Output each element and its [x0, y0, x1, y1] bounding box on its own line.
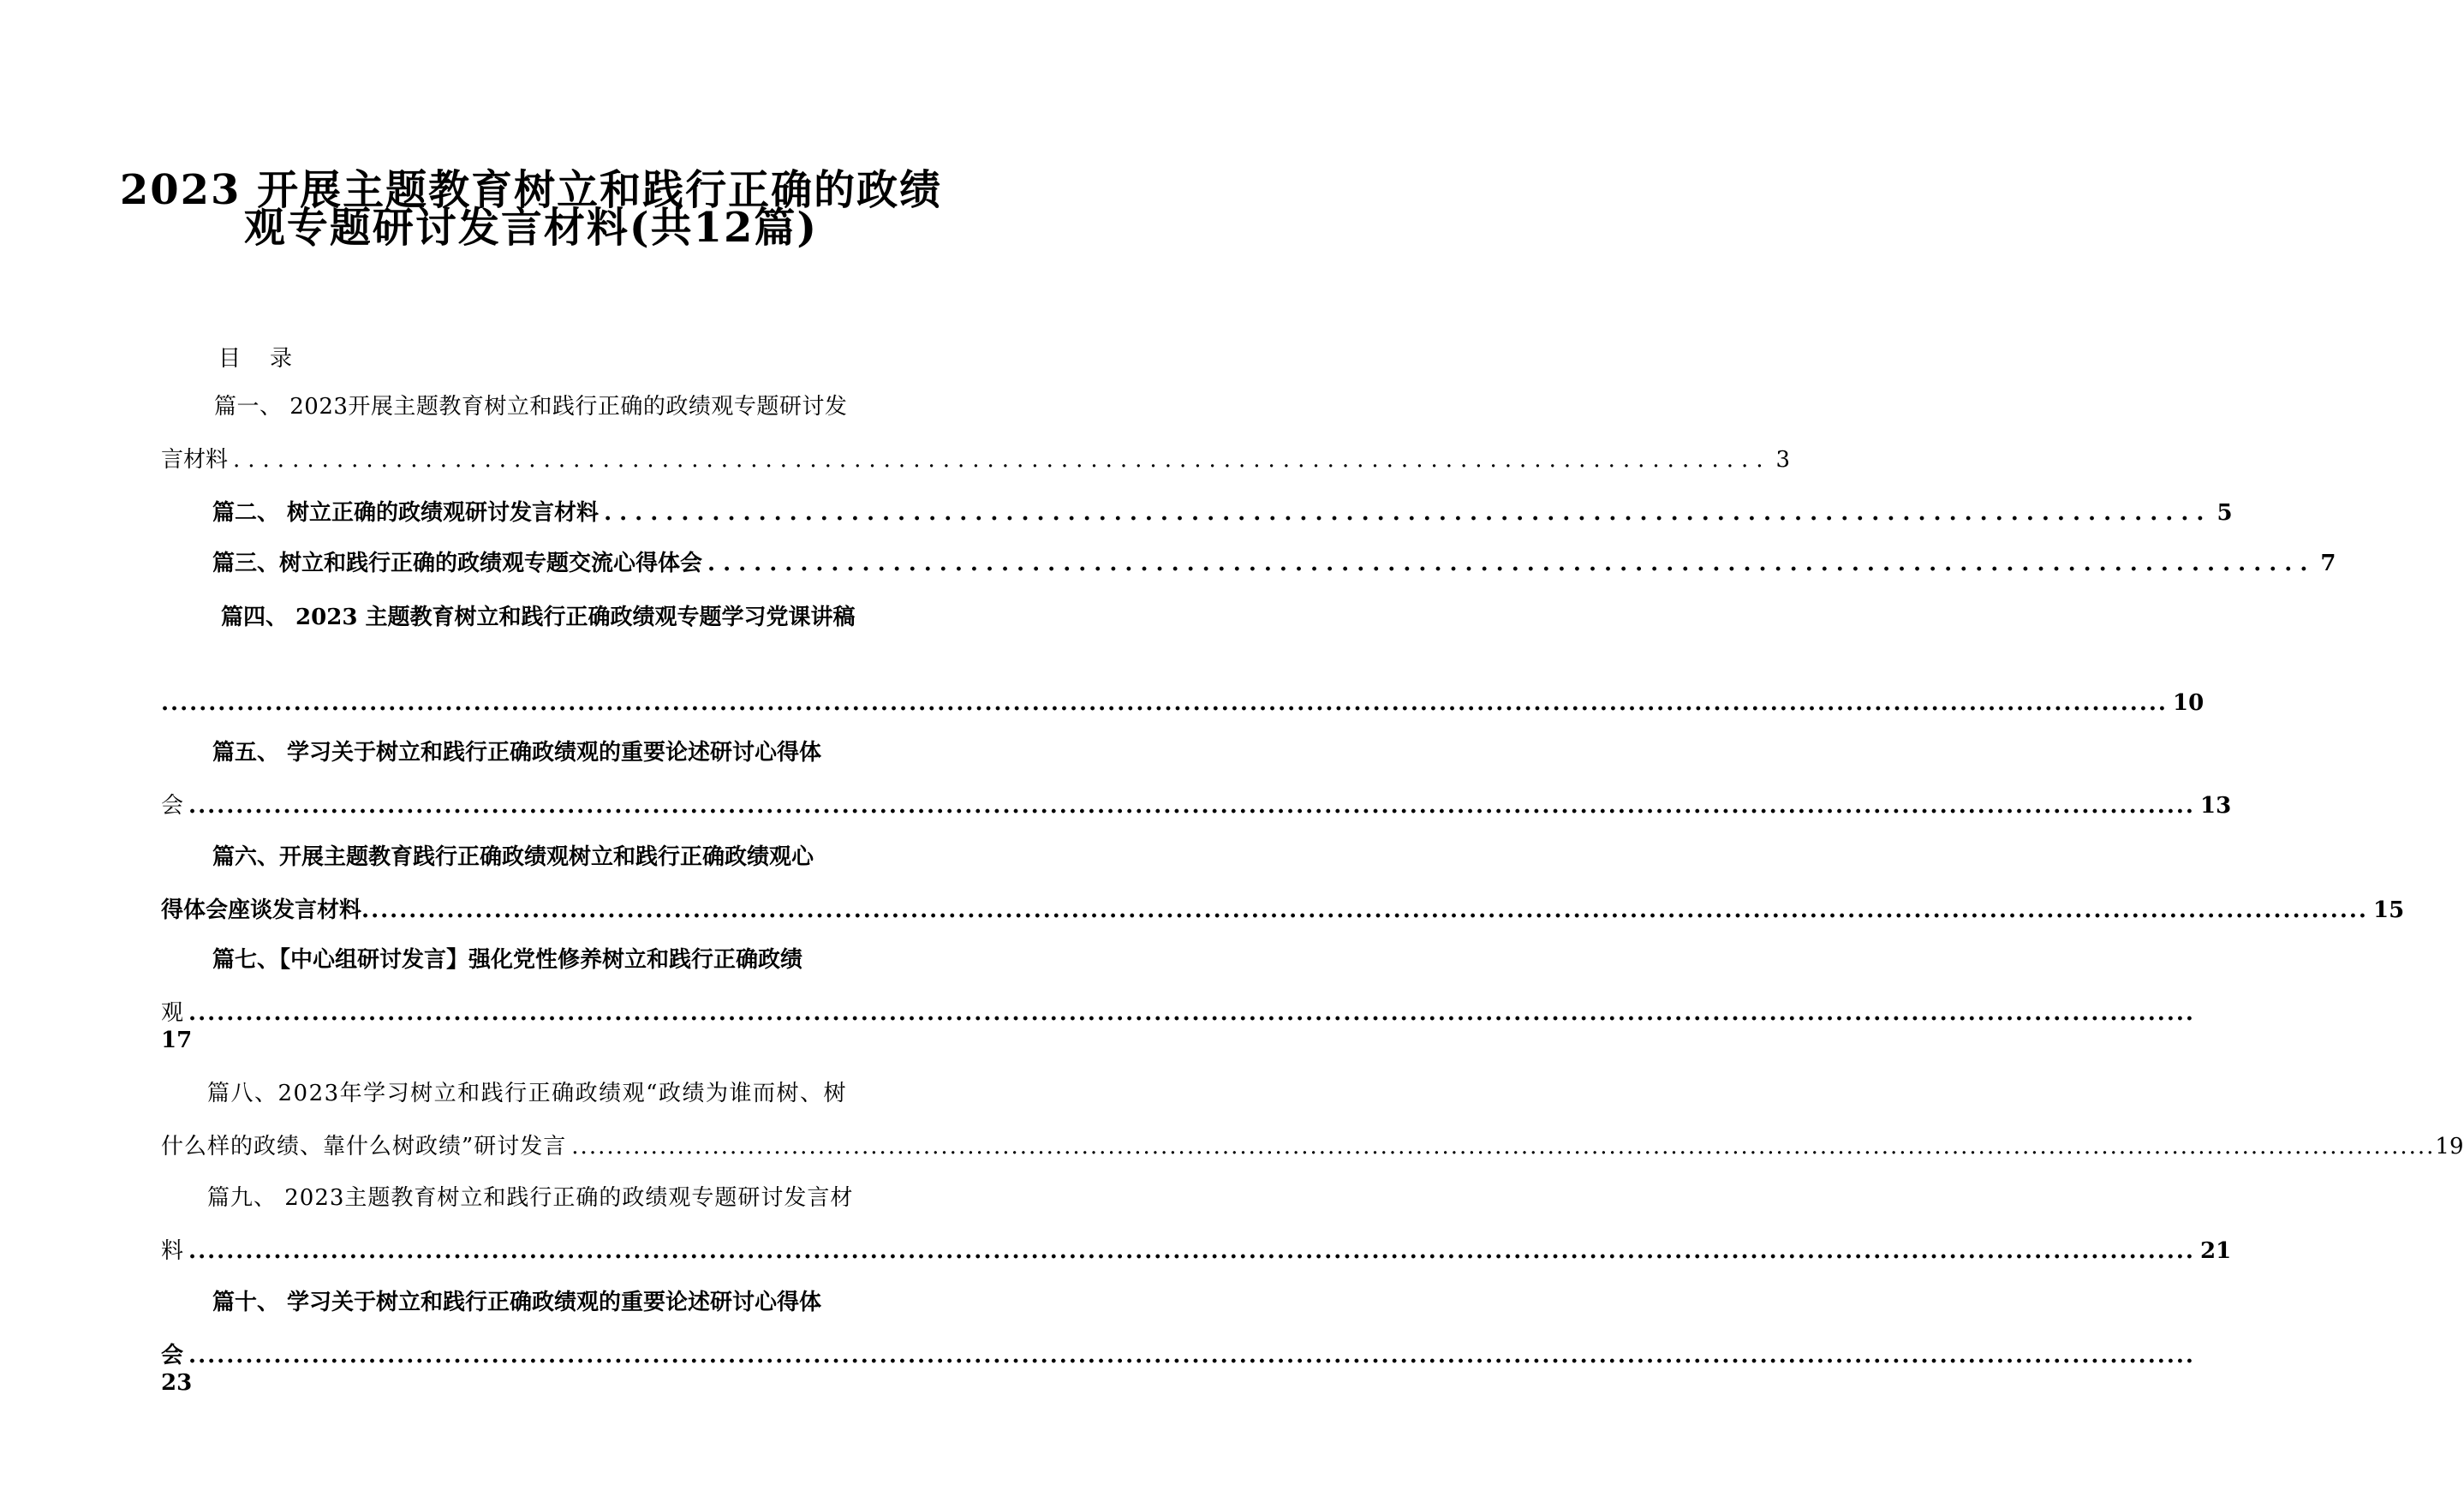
toc-entry-3-row[interactable]	[212, 551, 2336, 576]
toc-entry-10-page: 23	[161, 1370, 193, 1396]
toc-entry-8-row[interactable]	[161, 1134, 2464, 1159]
toc-heading	[218, 341, 321, 373]
toc-entry-9-title-cont: 料	[161, 1238, 184, 1264]
toc-entry-3-leader: ........................................................................................................	[707, 551, 2316, 576]
toc-entry-5-title-cont: 会	[161, 793, 184, 819]
toc-entry-2-leader: ........................................................................................................	[604, 500, 2212, 526]
toc-entry-6-page: 15	[2373, 897, 2405, 923]
toc-entry-4-title[interactable]: 篇四、 2023 主题教育树立和践行正确政绩观专题学习党课讲稿	[221, 605, 856, 630]
toc-entry-7-leader: ....................................................................................................................................................................................................................	[188, 1000, 2195, 1026]
toc-entry-9-row[interactable]	[161, 1238, 2232, 1264]
document-title-line-1: 2023 开展主题教育树立和践行正确的政绩	[119, 166, 943, 214]
toc-entry-10-title-cont: 会	[161, 1343, 184, 1368]
document-title-line-2: 观专题研讨发言材料(共12篇)	[243, 204, 819, 252]
toc-entry-8-title-cont: 什么样的政绩、靠什么树政绩”研讨发言	[161, 1134, 567, 1159]
toc-entry-9-page: 21	[2200, 1238, 2232, 1264]
toc-entry-4-page: 10	[2172, 690, 2204, 716]
toc-entry-1-title[interactable]: 篇一、 2023开展主题教育树立和践行正确的政绩观专题研讨发	[214, 394, 848, 420]
toc-entry-5-page: 13	[2200, 793, 2232, 819]
toc-entry-5-row[interactable]	[161, 793, 2232, 819]
toc-entry-10-leader: ....................................................................................................................................................................................................................	[188, 1343, 2195, 1368]
toc-entry-7-title-cont: 观	[161, 1000, 184, 1026]
toc-entry-7-page: 17	[161, 1028, 193, 1053]
toc-entry-10-row[interactable]	[161, 1343, 2195, 1368]
toc-entry-8-leader: ....................................................................................................................................................................................................................	[571, 1134, 2436, 1159]
toc-entry-9-title[interactable]: 篇九、 2023主题教育树立和践行正确的政绩观专题研讨发言材	[207, 1185, 854, 1211]
toc-entry-1-leader: ........................................................................................................	[233, 447, 1771, 473]
toc-entry-10-title[interactable]: 篇十、 学习关于树立和践行正确政绩观的重要论述研讨心得体	[212, 1290, 822, 1315]
toc-entry-7-title[interactable]: 篇七、【中心组研讨发言】强化党性修养树立和践行正确政绩	[212, 947, 803, 973]
toc-entry-5-leader: ....................................................................................................................................................................................................................	[188, 793, 2195, 819]
toc-entry-1-row[interactable]	[161, 447, 1791, 473]
toc-entry-1-title-cont: 言材料	[161, 447, 229, 473]
toc-entry-3-page: 7	[2320, 551, 2336, 576]
toc-entry-3-title: 篇三、树立和践行正确的政绩观专题交流心得体会	[212, 551, 703, 576]
toc-heading-char-1: 目	[218, 346, 242, 372]
toc-entry-1-page: 3	[1775, 447, 1791, 473]
toc-entry-2-page: 5	[2216, 500, 2233, 526]
toc-entry-9-leader: ....................................................................................................................................................................................................................	[188, 1238, 2195, 1264]
toc-entry-6-row[interactable]	[161, 897, 2405, 923]
toc-entry-4-row[interactable]	[161, 690, 2204, 716]
toc-entry-2-row[interactable]	[212, 500, 2233, 526]
toc-entry-5-title[interactable]: 篇五、 学习关于树立和践行正确政绩观的重要论述研讨心得体	[212, 740, 822, 766]
toc-entry-6-title-cont: 得体会座谈发言材料	[161, 897, 362, 923]
toc-entry-4-leader: ....................................................................................................................................................................................................................	[161, 690, 2168, 716]
toc-entry-8-title[interactable]: 篇八、2023年学习树立和践行正确政绩观“政绩为谁而树、树	[207, 1081, 847, 1106]
toc-entry-8-page: 19	[2435, 1134, 2464, 1159]
toc-entry-6-title[interactable]: 篇六、开展主题教育践行正确政绩观树立和践行正确政绩观心	[212, 844, 814, 870]
toc-entry-7-row[interactable]	[161, 1000, 2195, 1026]
toc-heading-char-2: 录	[270, 346, 293, 372]
toc-entry-2-title: 篇二、 树立正确的政绩观研讨发言材料	[212, 500, 600, 526]
toc-entry-6-leader: ....................................................................................................................................................................................................................	[361, 897, 2368, 923]
